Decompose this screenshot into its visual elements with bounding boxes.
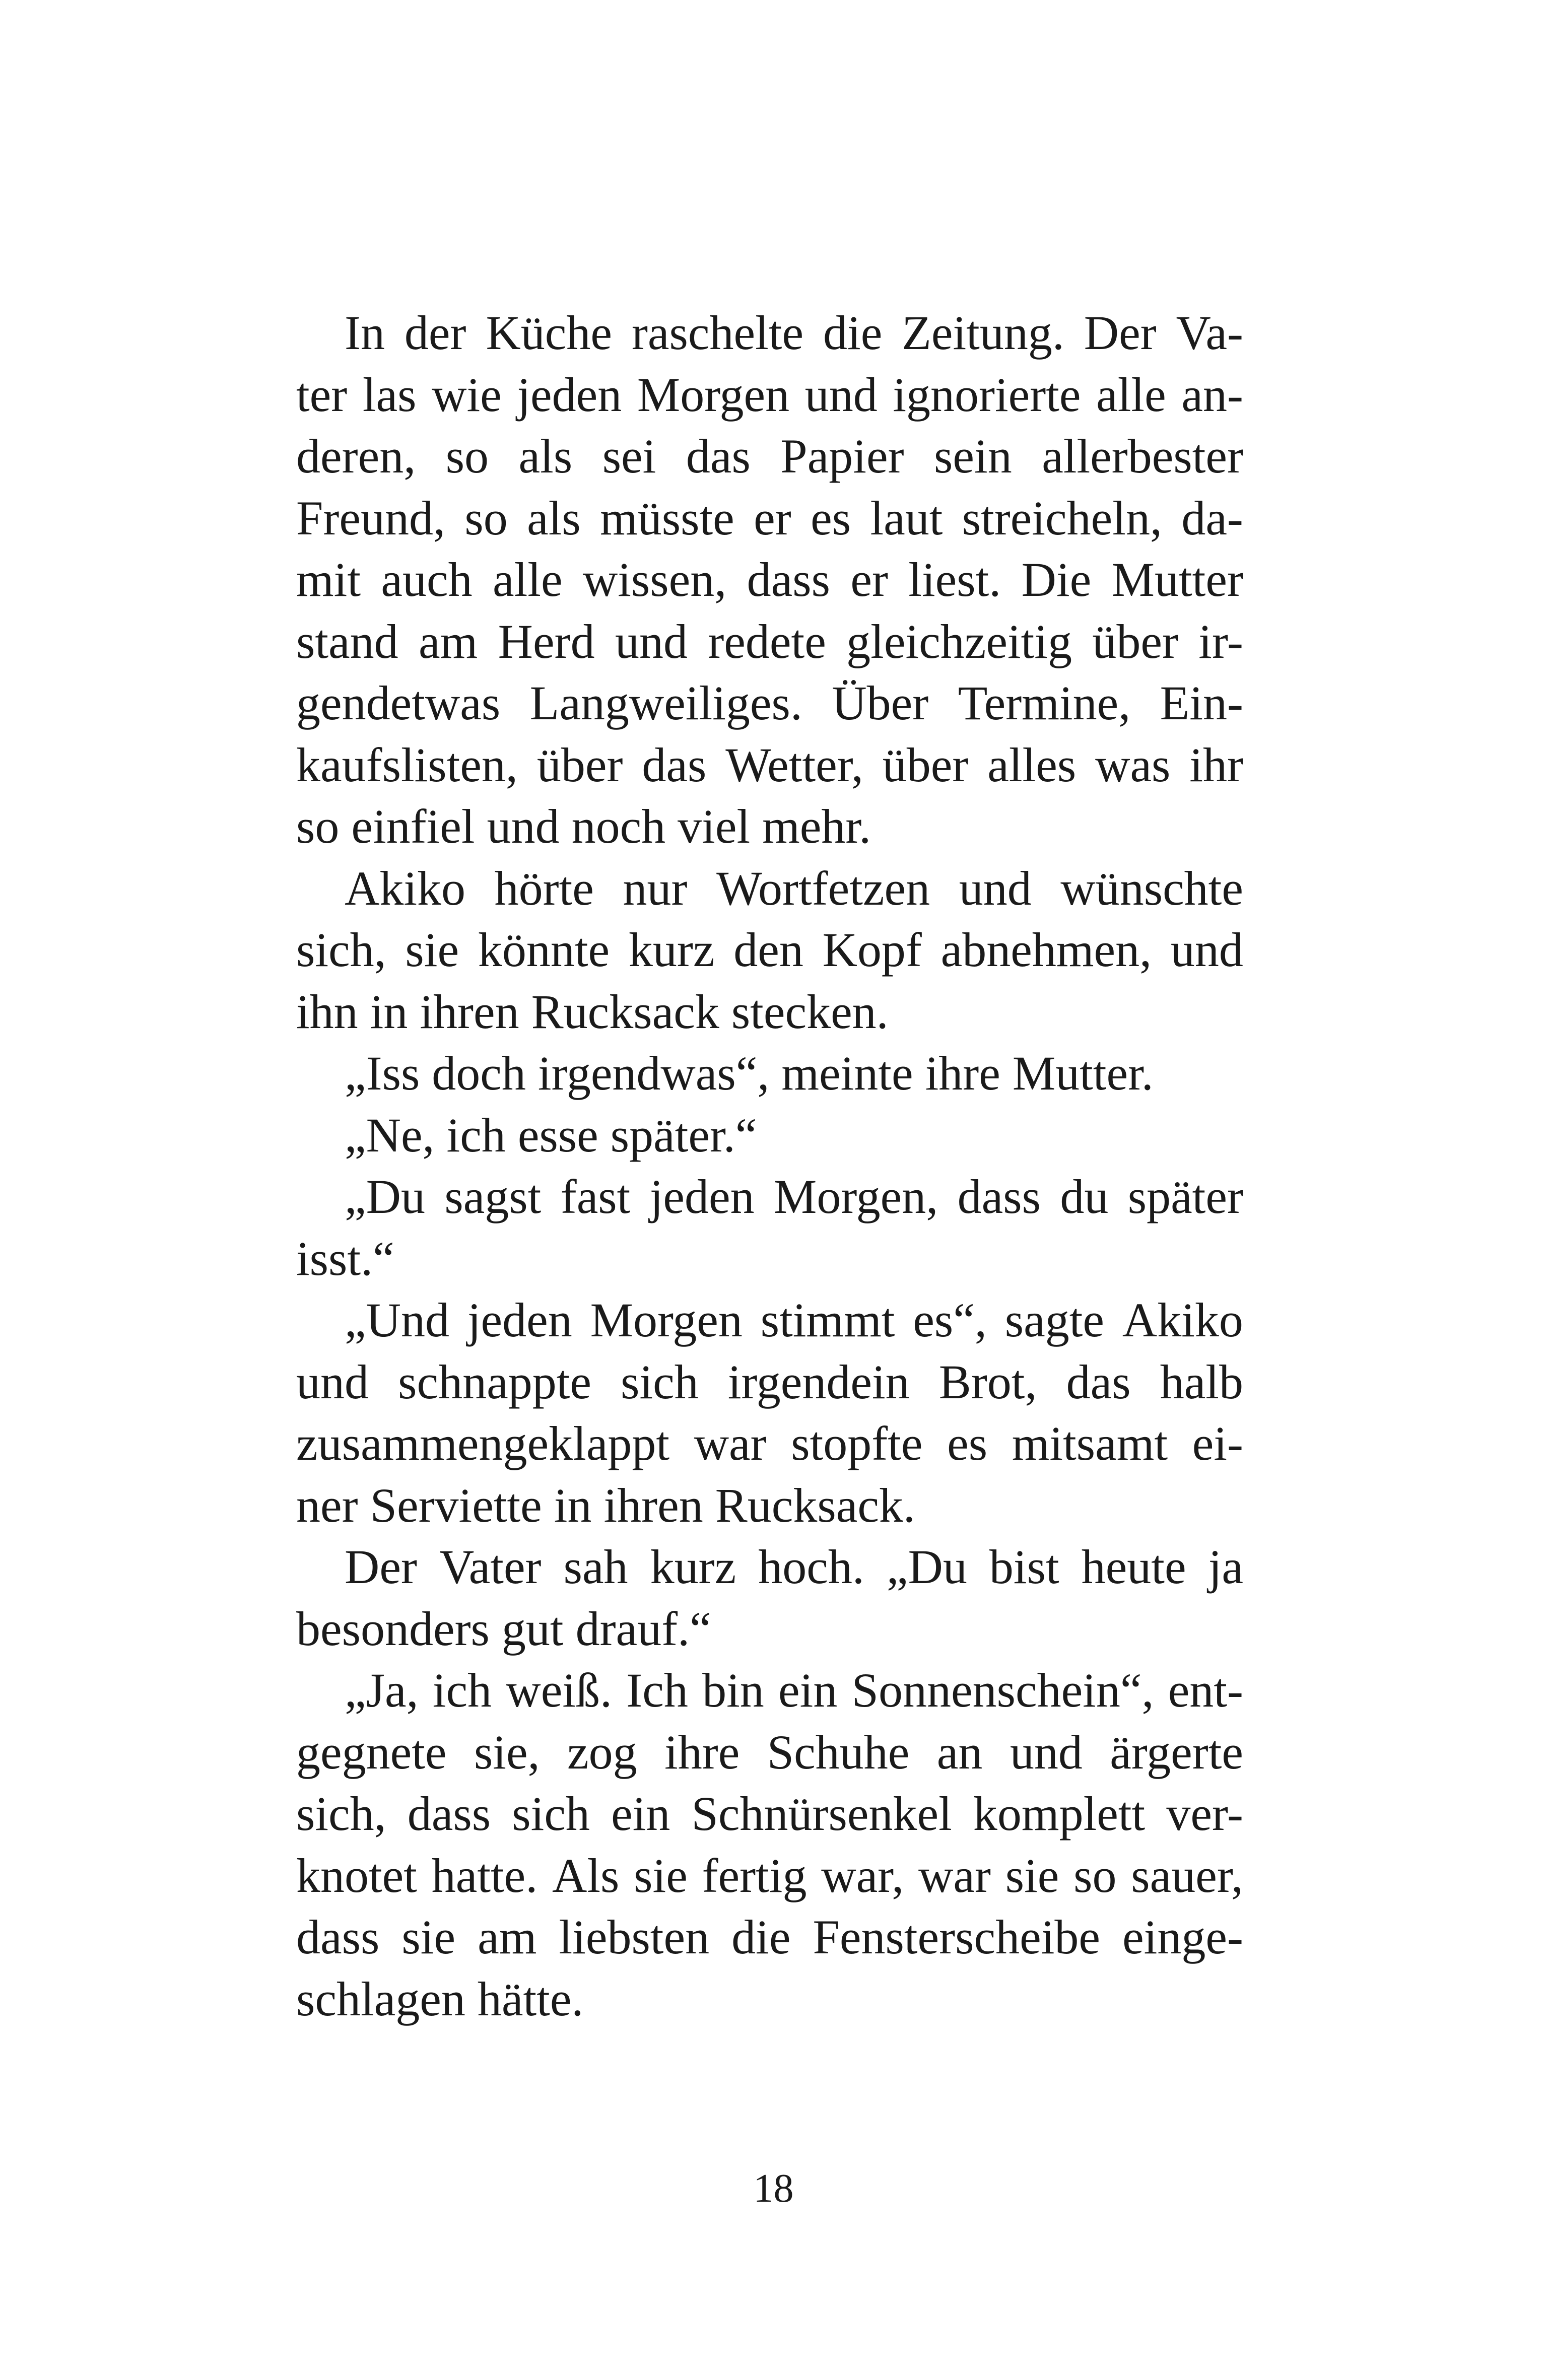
text-line: „Ja, ich weiß. Ich bin ein Sonnenschein“, ent- — [345, 1663, 1243, 1717]
text-line: deren, so als sei das Papier sein allerbester — [296, 429, 1243, 483]
paragraph — [296, 1166, 1243, 1289]
text-line: dass sie am liebsten die Fensterscheibe einge- — [296, 1910, 1243, 1964]
paragraph — [296, 1105, 1243, 1167]
text-line: kaufslisten, über das Wetter, über alles was ihr — [296, 737, 1243, 792]
text-line: „Ne, ich esse später.“ — [345, 1108, 757, 1162]
text-line: isst.“ — [296, 1231, 394, 1285]
paragraph — [296, 1660, 1243, 2030]
text-line: knotet hatte. Als sie fertig war, war sie so sauer, — [296, 1848, 1243, 1902]
body-text — [296, 302, 1243, 2030]
text-line: sich, sie könnte kurz den Kopf abnehmen, und — [296, 923, 1243, 977]
text-line: ter las wie jeden Morgen und ignorierte alle an- — [296, 367, 1243, 422]
text-line: sich, dass sich ein Schnürsenkel komplett ver- — [296, 1787, 1243, 1841]
text-line: „Du sagst fast jeden Morgen, dass du später — [345, 1170, 1243, 1223]
paragraph — [296, 1043, 1243, 1105]
text-line: mit auch alle wissen, dass er liest. Die Mutter — [296, 553, 1243, 606]
text-line: und schnappte sich irgendein Brot, das halb — [296, 1354, 1243, 1409]
paragraph — [296, 1536, 1243, 1660]
text-line: Der Vater sah kurz hoch. „Du bist heute ja — [345, 1540, 1243, 1594]
paragraph — [296, 858, 1243, 1043]
text-line: gegnete sie, zog ihre Schuhe an und ärgerte — [296, 1725, 1243, 1779]
text-line: gendetwas Langweiliges. Über Termine, Ein- — [296, 676, 1243, 730]
text-line: besonders gut drauf.“ — [296, 1601, 711, 1656]
text-line: ner Serviette in ihren Rucksack. — [296, 1478, 915, 1532]
text-line: zusammengeklappt war stopfte es mitsamt ei- — [296, 1416, 1243, 1470]
text-line: Freund, so als müsste er es laut streicheln, da- — [296, 491, 1243, 545]
text-line: „Iss doch irgendwas“, meinte ihre Mutter. — [345, 1046, 1154, 1100]
paragraph — [296, 1289, 1243, 1536]
text-line: In der Küche raschelte die Zeitung. Der Va- — [345, 306, 1243, 360]
paragraph — [296, 302, 1243, 858]
text-line: „Und jeden Morgen stimmt es“, sagte Akiko — [345, 1293, 1243, 1347]
page-number: 18 — [753, 2166, 794, 2211]
text-line: ihn in ihren Rucksack stecken. — [296, 984, 889, 1039]
text-line: schlagen hätte. — [296, 1971, 584, 2026]
text-line: stand am Herd und redete gleichzeitig über ir- — [296, 614, 1243, 668]
text-line: Akiko hörte nur Wortfetzen und wünschte — [345, 861, 1243, 915]
text-line: so einfiel und noch viel mehr. — [296, 799, 871, 853]
